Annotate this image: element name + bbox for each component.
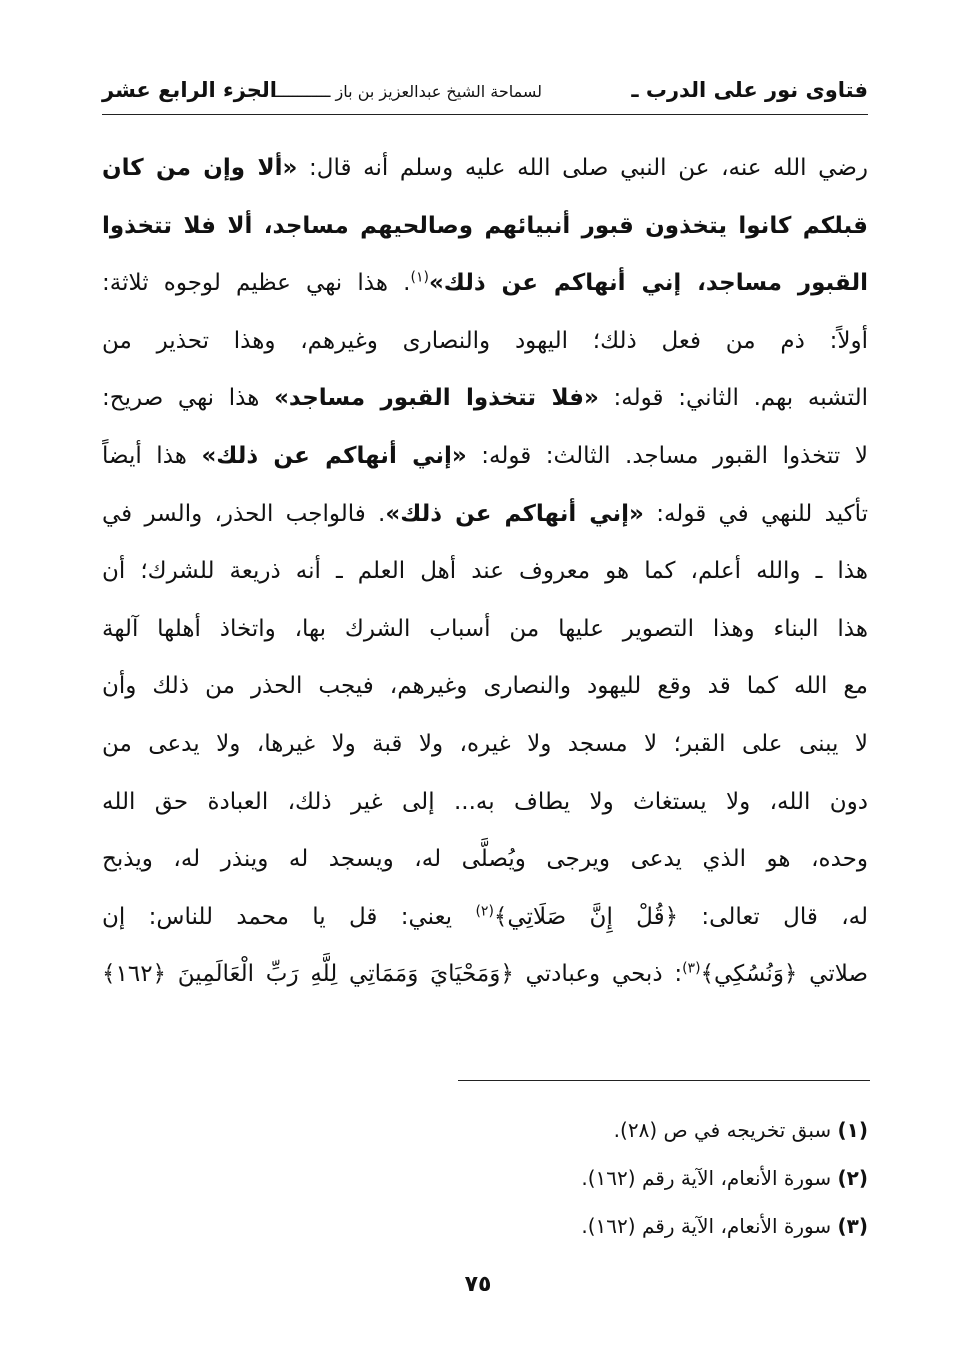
quran-quote: ﴿وَمَحْيَايَ وَمَمَاتِي لِلَّهِ رَبِّ الْعَالَمِينَ ﴿١٦٢﴾ xyxy=(102,961,514,988)
text-line: رضي الله عنه، عن النبي صلى الله عليه وسلم أنه قال: «ألا وإن من كان xyxy=(102,155,868,181)
text-line: صلاتي ﴿وَنُسُكِي﴾$^{(٣)}$: ذبحي وعبادتي ﴿وَمَحْيَايَ وَمَمَاتِي لِلَّهِ رَبِّ الْعَالَمِينَ ﴿١٦٢﴾ xyxy=(102,960,868,988)
footnote-text: سبق تخريجه في ص (٢٨). xyxy=(613,1118,832,1142)
hadith-quote: «فلا تتخذوا القبور مساجد» xyxy=(274,385,599,412)
footnotes xyxy=(428,1106,868,1250)
text-line: دون الله، ولا يستغاث ولا يطاف به... إلى غير ذلك، العبادة حق الله xyxy=(102,788,868,815)
text-line: له، قال تعالى: ﴿قُلْ إِنَّ صَلَاتِي﴾$^{(٢)}$ يعني: قل يا محمد للناس: إن xyxy=(102,903,868,930)
footnote xyxy=(428,1154,868,1202)
text-line xyxy=(102,198,868,256)
text-line: هذا البناء وهذا التصوير عليها من أسباب الشرك بها، واتخاذ أهلها آلهة xyxy=(102,615,868,642)
text-line: القبور مساجد، إني أنهاكم عن ذلك»$^{(١)}$. هذا نهي عظيم لوجوه ثلاثة: xyxy=(102,269,868,297)
text-line: لا تتخذوا القبور مساجد. الثالث: قوله: «إني أنهاكم عن ذلك» هذا أيضاً xyxy=(102,442,868,469)
footnote xyxy=(428,1106,868,1154)
footnote-number: (٣) xyxy=(837,1214,868,1238)
page-number: ٧٥ xyxy=(464,1272,492,1297)
quran-quote: ﴿قُلْ إِنَّ صَلَاتِي﴾ xyxy=(493,903,679,930)
footnote-text: سورة الأنعام، الآية رقم (١٦٢). xyxy=(581,1166,832,1190)
main-text xyxy=(102,140,868,1004)
text-line: لا يبنى على القبر؛ لا مسجد ولا غيره، ولا قبة ولا غيرها، ولا يدعى من xyxy=(102,730,868,757)
footnote-number: (١) xyxy=(837,1118,868,1142)
hadith-quote: قبلكم كانوا يتخذون قبور أنبيائهم وصالحيهم مساجد، ألا فلا تتخذوا xyxy=(102,212,868,239)
footnote-ref: (٢) xyxy=(475,903,494,920)
text-line: وحده، هو الذي يدعى ويرجى ويُصلَّى له، ويسجد له وينذر له، ويذبح xyxy=(102,846,868,873)
text-line: تأكيد للنهي في قوله: «إني أنهاكم عن ذلك». فالواجب الحذر، والسر في xyxy=(102,500,868,527)
book-series-title: فتاوى نور على الدرب ـ xyxy=(631,78,868,102)
footnote-ref: (١) xyxy=(410,269,429,286)
text-line: مع الله كما قد وقع لليهود والنصارى وغيرهم، فيجب الحذر من ذلك وأن xyxy=(102,673,868,700)
hadith-quote: «إني أنهاكم عن ذلك» xyxy=(385,500,644,527)
footnote-number: (٢) xyxy=(837,1166,868,1190)
text-line: أولاً: ذم من فعل ذلك؛ اليهود والنصارى وغيرهم، وهذا تحذير من xyxy=(102,327,868,354)
hadith-quote: «ألا وإن من كان xyxy=(102,155,298,181)
volume-title: الجزء الرابع عشر xyxy=(102,78,277,102)
hadith-quote: «إني أنهاكم عن ذلك» xyxy=(201,442,467,469)
footnote xyxy=(428,1202,868,1250)
hadith-quote: القبور مساجد، إني أنهاكم عن ذلك» xyxy=(428,270,868,297)
footnote-divider xyxy=(458,1080,870,1081)
footnote-text: سورة الأنعام، الآية رقم (١٦٢). xyxy=(581,1214,832,1238)
text-line: هذا ـ والله أعلم، كما هو معروف عند أهل العلم ـ أنه ذريعة للشرك؛ أن xyxy=(102,558,868,585)
text-line: التشبه بهم. الثاني: قوله: «فلا تتخذوا القبور مساجد» هذا نهي صريح: xyxy=(102,385,868,412)
quran-quote: ﴿وَنُسُكِي﴾ xyxy=(700,961,798,988)
book-author: لسماحة الشيخ عبدالعزيز بن باز ــــــــــــ xyxy=(274,82,542,101)
footnote-ref: (٣) xyxy=(682,960,701,977)
running-header xyxy=(102,74,868,115)
